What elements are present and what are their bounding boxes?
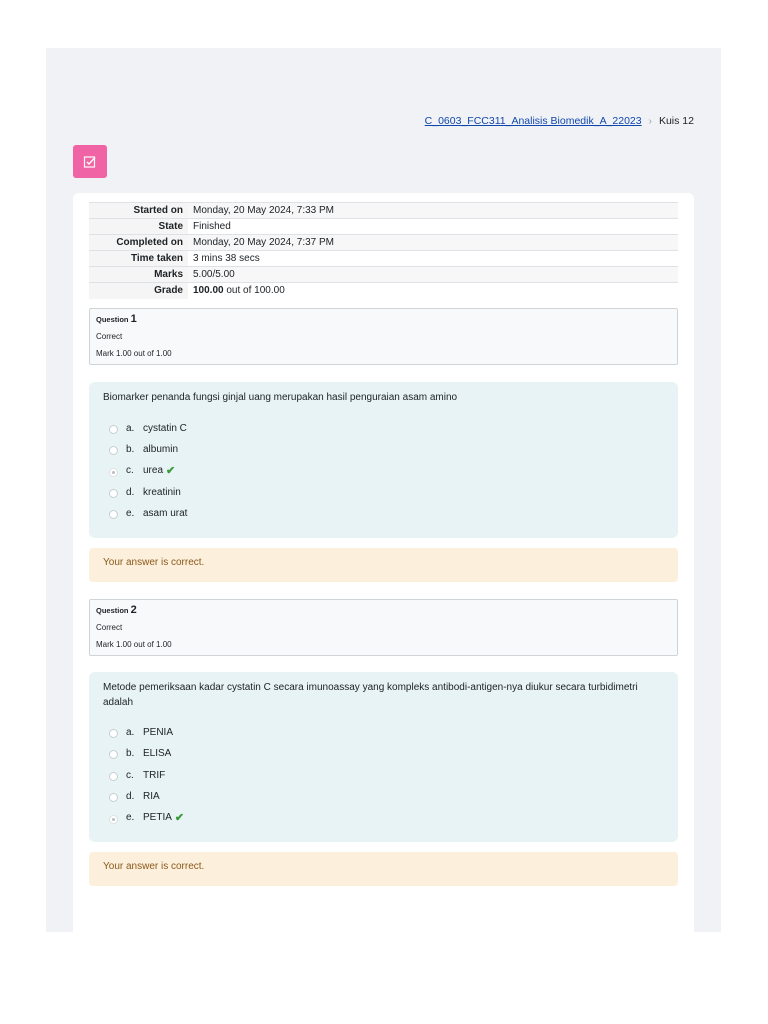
breadcrumb [425, 115, 694, 127]
summary-label: Started on [89, 203, 188, 219]
radio-button-checked[interactable] [109, 815, 118, 824]
question-text: Biomarker penanda fungsi ginjal uang merupakan hasil penguraian asam amino [103, 392, 458, 403]
question-number-value: 1 [130, 313, 137, 325]
question-prefix: Question [96, 606, 129, 615]
answer-text: TRIF [143, 769, 166, 781]
summary-row-completed [89, 235, 678, 251]
radio-button[interactable] [109, 729, 118, 738]
question-prefix: Question [96, 315, 129, 324]
summary-value: Monday, 20 May 2024, 7:33 PM [188, 203, 678, 219]
question-state: Correct [96, 623, 123, 632]
summary-row-marks [89, 267, 678, 283]
question-formulation [89, 672, 678, 842]
answer-letter: b. [126, 747, 135, 759]
answer-text: albumin [143, 443, 179, 455]
summary-label: State [89, 219, 188, 235]
answer-letter: a. [126, 422, 135, 434]
answer-letter: c. [126, 769, 134, 781]
feedback-text: Your answer is correct. [103, 861, 205, 872]
summary-row-time-taken [89, 251, 678, 267]
radio-button-checked[interactable] [109, 468, 118, 477]
answer-letter: a. [126, 726, 135, 738]
answer-text: urea [143, 465, 164, 476]
summary-value: 5.00/5.00 [188, 267, 678, 283]
summary-value: Monday, 20 May 2024, 7:37 PM [188, 235, 678, 251]
quiz-review-card [73, 193, 694, 932]
radio-button[interactable] [109, 489, 118, 498]
answer-text: ELISA [143, 747, 172, 759]
feedback-text: Your answer is correct. [103, 557, 205, 568]
summary-row-grade [89, 283, 678, 299]
question-info [89, 599, 678, 656]
answer-text: kreatinin [143, 486, 181, 498]
answer-option[interactable] [109, 443, 178, 455]
chevron-right-icon: › [648, 115, 652, 127]
summary-label: Time taken [89, 251, 188, 267]
answer-option-selected[interactable] [109, 464, 175, 477]
answer-text: PENIA [143, 726, 174, 738]
question-mark: Mark 1.00 out of 1.00 [96, 349, 172, 358]
answer-letter: b. [126, 443, 135, 455]
question-number-value: 2 [130, 604, 137, 616]
check-icon: ✔ [166, 465, 176, 477]
answer-option-selected[interactable] [109, 811, 184, 824]
summary-label: Grade [89, 283, 188, 299]
radio-button[interactable] [109, 510, 118, 519]
quiz-icon [73, 145, 107, 178]
answer-text: RIA [143, 790, 160, 802]
radio-button[interactable] [109, 446, 118, 455]
answer-option[interactable] [109, 422, 187, 434]
summary-value: Finished [188, 219, 678, 235]
question-formulation [89, 382, 678, 538]
feedback-box [89, 548, 678, 582]
radio-button[interactable] [109, 772, 118, 781]
check-icon: ✔ [174, 812, 185, 824]
question-number [96, 604, 137, 616]
answer-text: cystatin C [143, 422, 187, 434]
question-mark: Mark 1.00 out of 1.00 [96, 640, 172, 649]
answer-letter: e. [126, 507, 135, 519]
answer-option[interactable] [109, 726, 173, 738]
summary-row-state [89, 219, 678, 235]
answer-option[interactable] [109, 486, 181, 498]
radio-button[interactable] [109, 425, 118, 434]
summary-label: Completed on [89, 235, 188, 251]
answer-option[interactable] [109, 747, 171, 759]
page-region [46, 48, 721, 932]
question-state: Correct [96, 332, 123, 341]
answer-letter: d. [126, 790, 135, 802]
answer-letter: e. [126, 812, 135, 823]
answer-text: PETIA [143, 812, 172, 823]
breadcrumb-current: Kuis 12 [658, 115, 694, 127]
summary-label: Marks [89, 267, 188, 283]
answer-text: asam urat [143, 507, 188, 519]
summary-row-started [89, 203, 678, 219]
feedback-box [89, 852, 678, 886]
answer-letter: c. [126, 465, 134, 476]
answer-option[interactable] [109, 790, 160, 802]
question-info [89, 308, 678, 365]
radio-button[interactable] [109, 793, 118, 802]
question-number [96, 313, 137, 325]
summary-value [188, 283, 678, 299]
question-text: Metode pemeriksaan kadar cystatin C secara imunoassay yang kompleks antibodi-antigen-nya diukur secara turbidimetri adalah [103, 682, 638, 708]
summary-value: 3 mins 38 secs [188, 251, 678, 267]
attempt-summary-table [89, 202, 678, 299]
answer-option[interactable] [109, 769, 165, 781]
grade-value: 100.00 [193, 285, 224, 297]
breadcrumb-course-link[interactable]: C_0603_FCC311_Analisis Biomedik_A_22023 [424, 115, 642, 127]
answer-option[interactable] [109, 507, 187, 519]
answer-letter: d. [126, 486, 135, 498]
radio-button[interactable] [109, 750, 118, 759]
grade-out-of: out of 100.00 [223, 285, 285, 297]
